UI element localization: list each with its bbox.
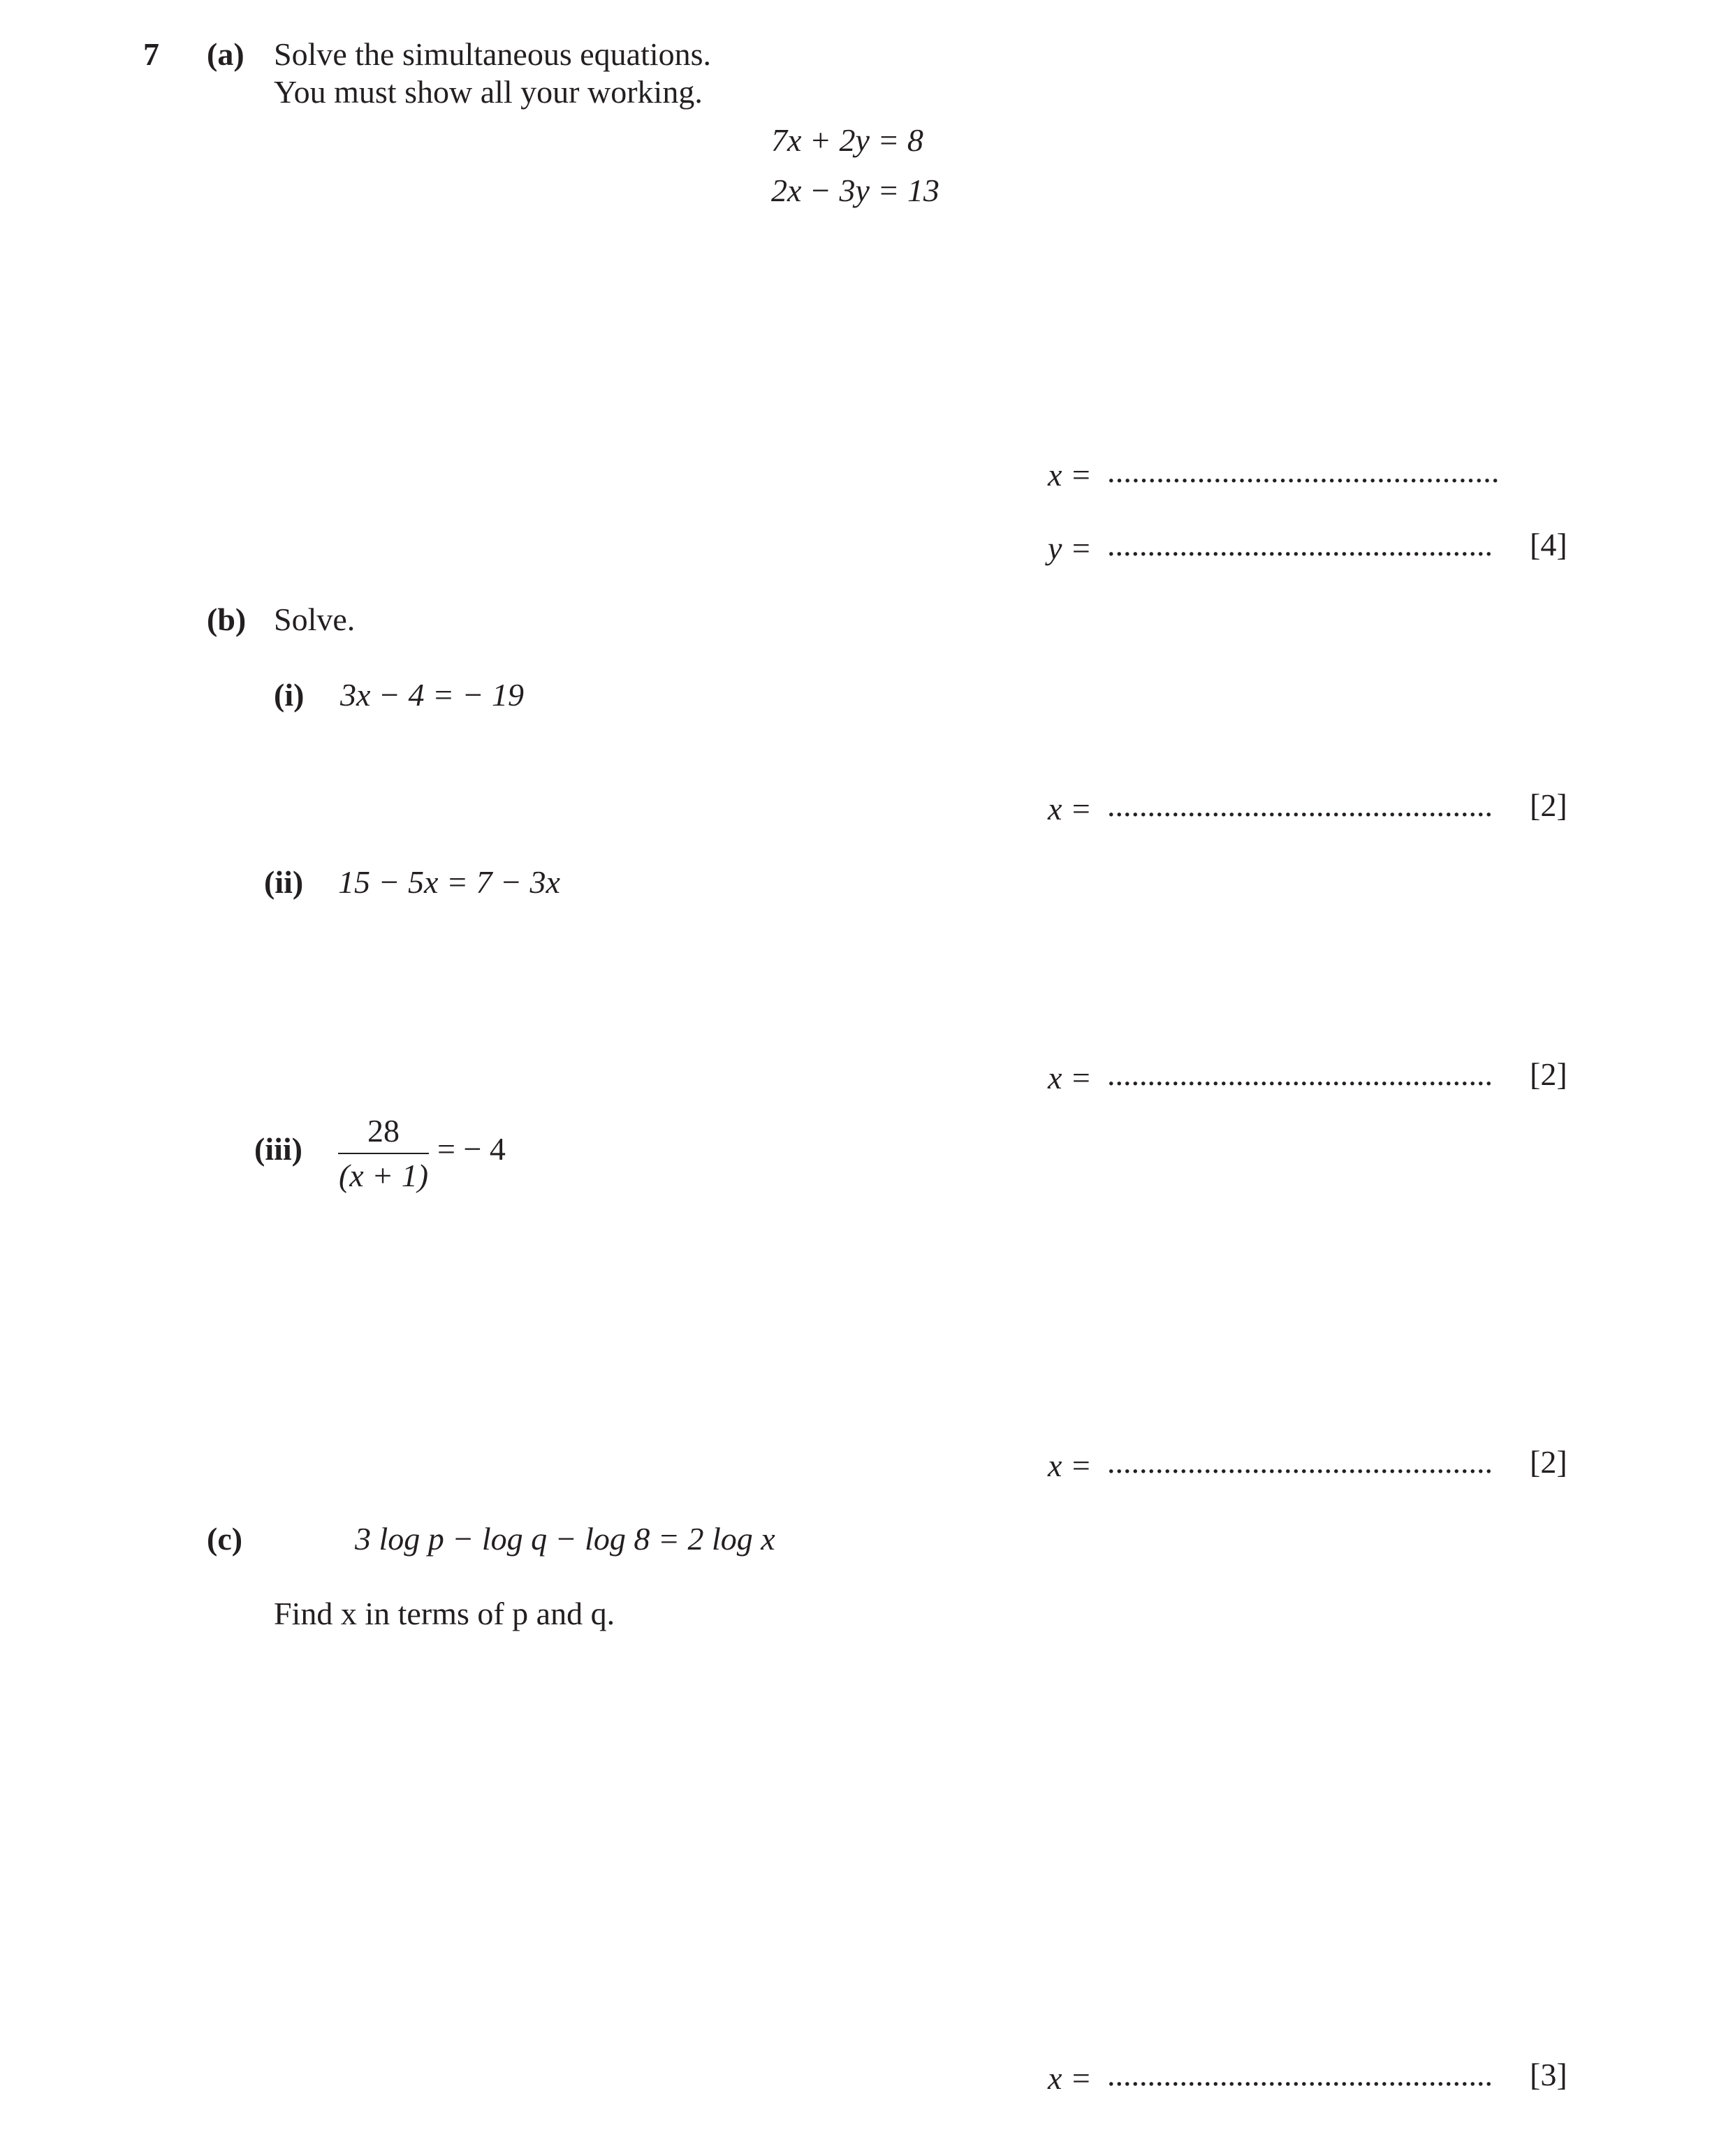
answer-b-i-label: x = bbox=[1048, 791, 1092, 826]
part-b-i-equation: 3x − 4 = − 19 bbox=[340, 677, 525, 713]
marks-b-ii: [2] bbox=[1530, 1056, 1567, 1092]
part-b-ii-equation: 15 − 5x = 7 − 3x bbox=[338, 864, 560, 900]
marks-b-iii: [2] bbox=[1530, 1444, 1567, 1480]
equation-2: 2x − 3y = 13 bbox=[771, 173, 939, 208]
answer-b-ii-label: x = bbox=[1048, 1060, 1092, 1095]
marks-c: [3] bbox=[1530, 2057, 1567, 2092]
part-a-instruction-2: You must show all your working. bbox=[274, 74, 703, 110]
fraction-bar bbox=[338, 1153, 429, 1154]
part-c-instruction: Find x in terms of p and q. bbox=[274, 1596, 615, 1631]
fraction-numerator: 28 bbox=[367, 1113, 400, 1149]
answer-a-y-label: y = bbox=[1048, 530, 1092, 566]
part-c-label: (c) bbox=[207, 1521, 243, 1557]
fraction bbox=[338, 1115, 429, 1192]
answer-c-line[interactable]: ................................................ bbox=[1107, 2057, 1493, 2092]
question-number: 7 bbox=[143, 36, 159, 72]
fraction-denominator: (x + 1) bbox=[338, 1158, 429, 1193]
part-b-iii-rhs: = − 4 bbox=[437, 1131, 506, 1167]
marks-a: [4] bbox=[1530, 527, 1567, 562]
answer-b-iii-line[interactable]: ................................................ bbox=[1107, 1444, 1493, 1480]
part-b-instruction: Solve. bbox=[274, 602, 356, 637]
answer-a-y-line[interactable]: ................................................ bbox=[1107, 527, 1493, 562]
answer-a-x-label: x = bbox=[1048, 457, 1092, 493]
part-c-equation: 3 log p − log q − log 8 = 2 log x bbox=[355, 1521, 775, 1557]
marks-b-i: [2] bbox=[1530, 787, 1567, 823]
part-b-i-label: (i) bbox=[274, 677, 305, 713]
answer-b-i-line[interactable]: ................................................ bbox=[1107, 787, 1493, 823]
part-b-ii-label: (ii) bbox=[264, 864, 304, 900]
answer-b-iii-label: x = bbox=[1048, 1448, 1092, 1483]
answer-a-x-line[interactable]: ................................................ bbox=[1107, 453, 1500, 489]
equation-1: 7x + 2y = 8 bbox=[771, 122, 923, 158]
part-a-instruction-1: Solve the simultaneous equations. bbox=[274, 36, 712, 72]
answer-c-label: x = bbox=[1048, 2060, 1092, 2096]
part-b-iii-label: (iii) bbox=[254, 1131, 302, 1167]
part-a-label: (a) bbox=[207, 36, 244, 72]
part-b-label: (b) bbox=[207, 602, 247, 637]
answer-b-ii-line[interactable]: ................................................ bbox=[1107, 1056, 1493, 1092]
